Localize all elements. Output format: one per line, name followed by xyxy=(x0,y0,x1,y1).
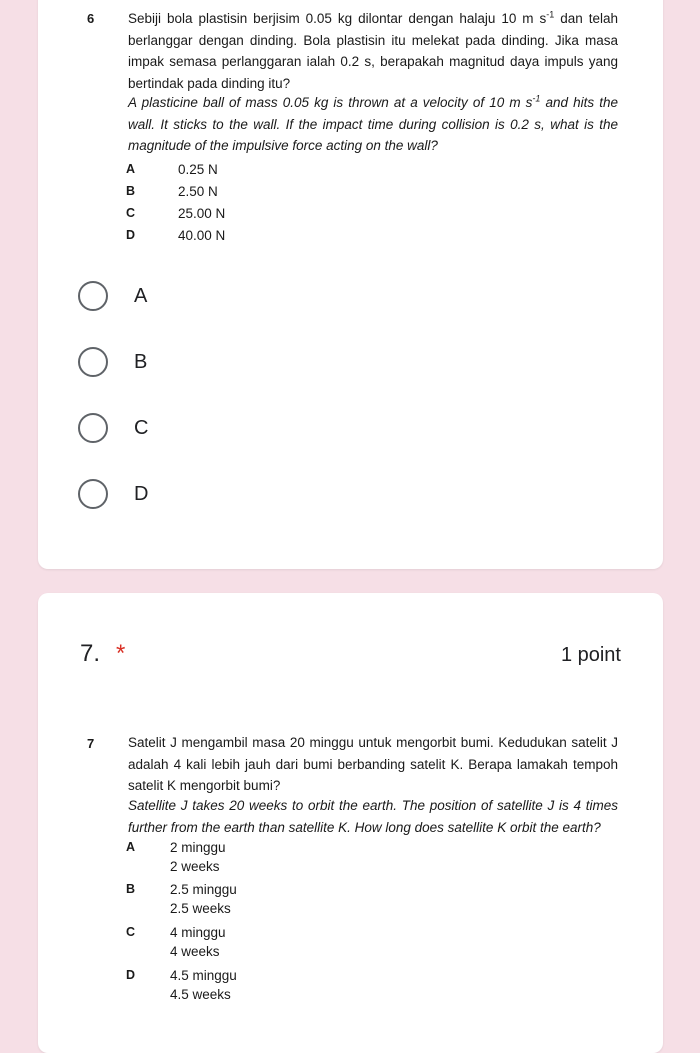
q7-text-malay: Satelit J mengambil masa 20 minggu untuk mengorbit bumi. Kedudukan satelit J adalah 4 kali lebih jauh dari bumi berbanding satelit K. Berapa lamakah tempoh satelit K mengorbit bumi? xyxy=(128,735,618,793)
radio-label-d: D xyxy=(134,483,149,505)
radio-circle-icon[interactable] xyxy=(78,479,108,509)
radio-option-d[interactable] xyxy=(38,477,438,521)
q7-option-c-english: 4 weeks xyxy=(170,944,220,959)
radio-option-c[interactable] xyxy=(38,411,438,455)
radio-option-a[interactable] xyxy=(38,279,438,323)
radio-label-b: B xyxy=(134,351,148,373)
q6-text-malay: Sebiji bola plastisin berjisim 0.05 kg dilontar dengan halaju 10 m $s^{-1}$ dan telah berlanggar dengan dinding. Bola plastisin itu melekat pada dinding. Jika masa impak semasa perlanggaran ialah 0.2 s, berapakah magnitud daya impuls yang bertindak pada dinding itu? xyxy=(128,9,618,91)
radio-option-b[interactable] xyxy=(38,345,438,389)
radio-circle-icon[interactable] xyxy=(78,347,108,377)
question-number: 7. xyxy=(80,640,101,667)
q7-option-b-english: 2.5 weeks xyxy=(170,901,231,916)
q6-number: 6 xyxy=(87,11,95,26)
q7-header xyxy=(38,640,663,680)
required-marker: * xyxy=(116,640,126,667)
radio-label-c: C xyxy=(134,417,149,439)
q7-text-english: Satellite J takes 20 weeks to orbit the earth. The position of satellite J is 4 times further from the earth than satellite K. How long does satellite K orbit the earth? xyxy=(128,798,618,835)
radio-label-a: A xyxy=(134,285,148,307)
points-label: 1 point xyxy=(560,644,621,666)
radio-circle-icon[interactable] xyxy=(78,413,108,443)
q7-option-a-english: 2 weeks xyxy=(170,859,220,874)
q7-number: 7 xyxy=(87,736,95,751)
q7-option-d-english: 4.5 weeks xyxy=(170,987,231,1002)
radio-circle-icon[interactable] xyxy=(78,281,108,311)
q6-text-english: A plasticine ball of mass 0.05 kg is thrown at a velocity of 10 m $s^{-1}$ and hits the wall. It sticks to the wall. If the impact time during collision is 0.2 s, what is the magnitude of the impulsive force acting on the wall? xyxy=(128,93,618,153)
